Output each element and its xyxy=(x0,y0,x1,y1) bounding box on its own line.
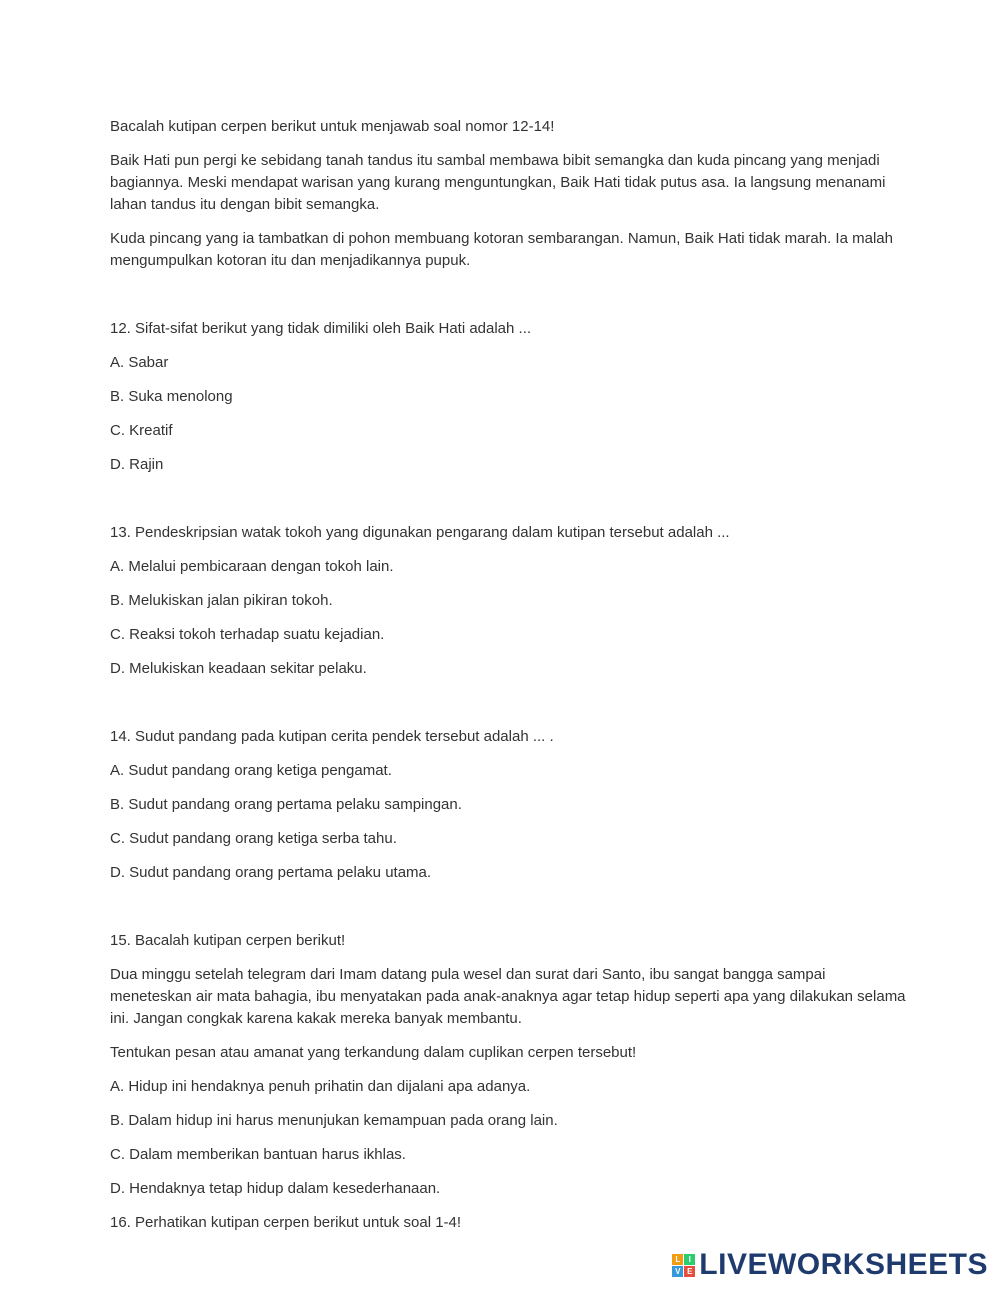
q14-option-d: D. Sudut pandang orang pertama pelaku utama. xyxy=(110,864,432,881)
question-12: 12. Sifat-sifat berikut yang tidak dimiliki oleh Baik Hati adalah ... xyxy=(110,320,532,337)
q14-option-a: A. Sudut pandang orang ketiga pengamat. xyxy=(110,762,392,779)
q15-option-c: C. Dalam memberikan bantuan harus ikhlas. xyxy=(110,1146,406,1163)
q12-option-d: D. Rajin xyxy=(110,456,164,473)
liveworksheets-logo-text: LIVEWORKSHEETS xyxy=(699,1248,988,1281)
q15-option-b: B. Dalam hidup ini harus menunjukan kemampuan pada orang lain. xyxy=(110,1112,558,1129)
question-15: 15. Bacalah kutipan cerpen berikut! xyxy=(110,932,346,949)
passage-paragraph-2: Kuda pincang yang ia tambatkan di pohon membuang kotoran sembarangan. Namun, Baik Hati tidak marah. Ia malah mengumpulkan kotoran itu dan menjadikannya pupuk. xyxy=(110,230,893,269)
q15-passage: Dua minggu setelah telegram dari Imam datang pula wesel dan surat dari Santo, ibu sangat bangga sampai meneteskan air mata bahagia, ibu menyatakan pada anak-anaknya agar tetap hidup seperti apa yang dilakukan selama ini. Jangan congkak karena kakak mereka banyak membantu. xyxy=(110,966,906,1027)
q13-option-d: D. Melukiskan keadaan sekitar pelaku. xyxy=(110,660,367,677)
q12-option-a: A. Sabar xyxy=(110,354,169,371)
q14-option-c: C. Sudut pandang orang ketiga serba tahu. xyxy=(110,830,397,847)
liveworksheets-logo xyxy=(672,1248,988,1282)
question-16: 16. Perhatikan kutipan cerpen berikut untuk soal 1-4! xyxy=(110,1214,462,1231)
q15-prompt: Tentukan pesan atau amanat yang terkandung dalam cuplikan cerpen tersebut! xyxy=(110,1044,637,1061)
q12-option-b: B. Suka menolong xyxy=(110,388,233,405)
q13-option-b: B. Melukiskan jalan pikiran tokoh. xyxy=(110,592,333,609)
q15-option-d: D. Hendaknya tetap hidup dalam kesederhanaan. xyxy=(110,1180,441,1197)
q12-option-c: C. Kreatif xyxy=(110,422,173,439)
passage-paragraph-1: Baik Hati pun pergi ke sebidang tanah tandus itu sambal membawa bibit semangka dan kuda pincang yang menjadi bagiannya. Meski mendapat warisan yang kurang menguntungkan, Baik Hati tidak putus asa. Ia langsung menanami lahan tandus itu dengan bibit semangka. xyxy=(110,152,886,213)
question-13: 13. Pendeskripsian watak tokoh yang digunakan pengarang dalam kutipan tersebut adalah ... xyxy=(110,524,730,541)
q13-option-c: C. Reaksi tokoh terhadap suatu kejadian. xyxy=(110,626,385,643)
worksheet-page xyxy=(110,116,910,1246)
question-14: 14. Sudut pandang pada kutipan cerita pendek tersebut adalah ... . xyxy=(110,728,554,745)
intro-text: Bacalah kutipan cerpen berikut untuk menjawab soal nomor 12-14! xyxy=(110,118,555,135)
q14-option-b: B. Sudut pandang orang pertama pelaku sampingan. xyxy=(110,796,462,813)
q13-option-a: A. Melalui pembicaraan dengan tokoh lain. xyxy=(110,558,394,575)
q15-option-a: A. Hidup ini hendaknya penuh prihatin dan dijalani apa adanya. xyxy=(110,1078,531,1095)
liveworksheets-logo-icon: L I V E xyxy=(672,1254,695,1277)
